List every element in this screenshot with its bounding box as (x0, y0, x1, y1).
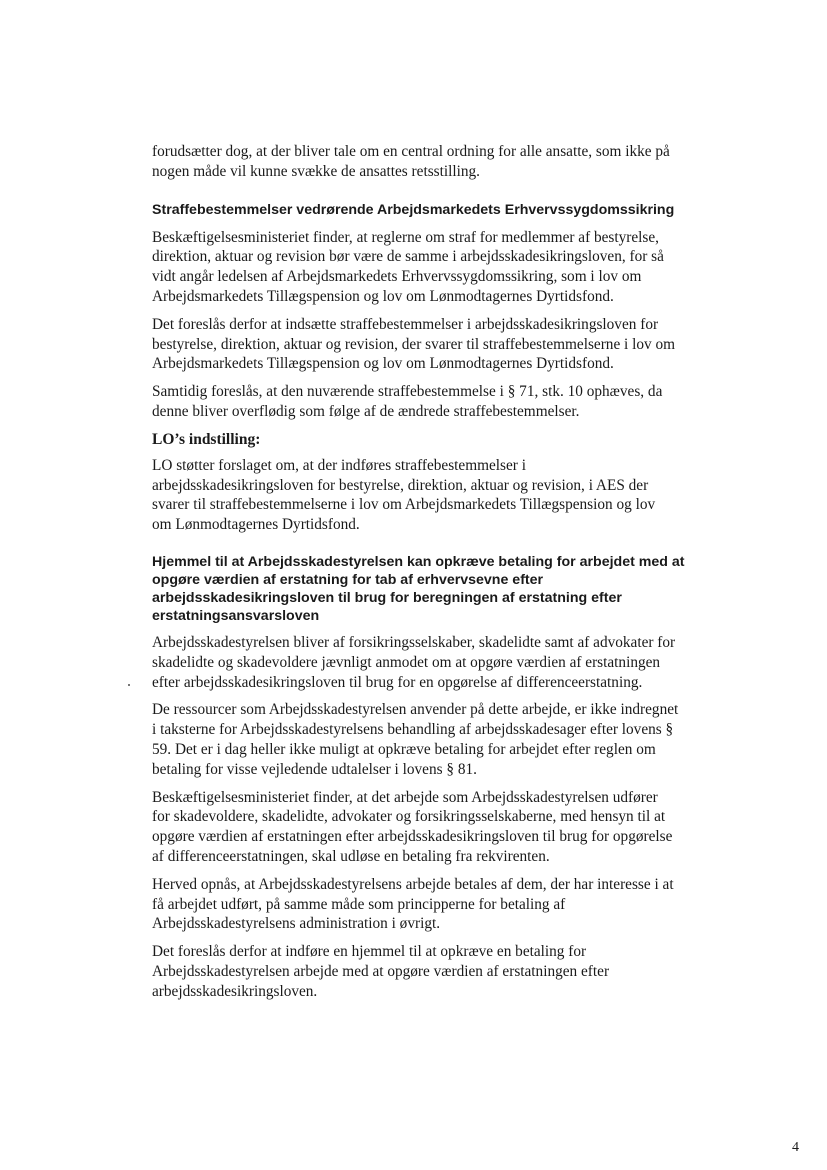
paragraph: Beskæftigelsesministeriet finder, at reglerne om straf for medlemmer af bestyrelse, direktion, aktuar og revision bør være de samme i arbejdsskadesikringsloven, for så vidt angår ledelsen af Arbejdsmarkedets Erhvervssygdomssikring, som i lov om Arbejdsmarkedets Tillægspension og lov om Lønmodtagernes Dyrtidsfond. (152, 228, 664, 305)
paragraph: Arbejdsskadestyrelsen bliver af forsikringsselskaber, skadelidte samt af advokater for skadelidte og skadevoldere jævnligt anmodet om at opgøre værdien af erstatningen efter arbejdsskadesikringsloven til brug for en opgørelse af differenceerstatning. (152, 633, 676, 691)
paragraph: Beskæftigelsesministeriet finder, at det arbejde som Arbejdsskadestyrelsen udfører for skadevoldere, skadelidte, advokater og forsikringsselskaberne, med hensyn til at opgøre værdien af erstatningen efter arbejdsskadesikringsloven til brug for opgørelse af differenceerstatningen, skal udløse en betaling fra rekvirenten. (152, 788, 673, 865)
lo-paragraph: LO støtter forslaget om, at der indføres straffebestemmelser i arbejdsskadesikringsloven for bestyrelse, direktion, aktuar og revision, i AES der svarer til straffebestemmelserne i lov om Arbejdsmarkedets Tillægspension og lov om Lønmodtagernes Dyrtidsfond. (152, 456, 656, 534)
paragraph: Herved opnås, at Arbejdsskadestyrelsens arbejde betales af dem, der har interesse i at få arbejdet udført, på samme måde som principperne for betaling af Arbejdsskadestyrelsens administration i øvrigt. (152, 875, 674, 933)
page-number: 4 (792, 1140, 799, 1155)
section-heading-hjemmel: Hjemmel til at Arbejdsskadestyrelsen kan opkræve betaling for arbejdet med at opgøre værdien af erstatning for tab af erhvervsevne efter arbejdsskadesikringsloven til brug for beregningen af erstatning efter erstatningsansvarsloven (152, 553, 685, 624)
lo-heading: LO’s indstilling: (152, 430, 261, 448)
paragraph: Samtidig foreslås, at den nuværende straffebestemmelse i § 71, stk. 10 ophæves, da denne bliver overflødig som følge af de ændrede straffebestemmelser. (152, 383, 663, 420)
scan-speck (128, 684, 130, 686)
intro-paragraph: forudsætter dog, at der bliver tale om en central ordning for alle ansatte, som ikke på nogen måde vil kunne svække de ansattes retsstilling. (152, 143, 670, 180)
paragraph: Det foreslås derfor at indsætte straffebestemmelser i arbejdsskadesikringsloven for bestyrelse, direktion, aktuar og revision, der svarer til straffebestemmelserne i lov om Arbejdsmarkedets Tillægspension og lov om Lønmodtagernes Dyrtidsfond. (152, 315, 676, 373)
paragraph: De ressourcer som Arbejdsskadestyrelsen anvender på dette arbejde, er ikke indregnet i taksterne for Arbejdsskadestyrelsens behandling af arbejdsskadesager efter lovens § 59. Det er i dag heller ikke muligt at opkræve betaling for arbejdet efter reglen om betaling for visse vejledende udtalelser i lovens § 81. (152, 701, 679, 778)
page-content (152, 142, 732, 1010)
paragraph: Det foreslås derfor at indføre en hjemmel til at opkræve en betaling for Arbejdsskadestyrelsen arbejde med at opgøre værdien af erstatningen efter arbejdsskadesikringsloven. (152, 943, 610, 1000)
section-heading-straffebestemmelser: Straffebestemmelser vedrørende Arbejdsmarkedets Erhvervssygdomssikring (152, 201, 675, 218)
